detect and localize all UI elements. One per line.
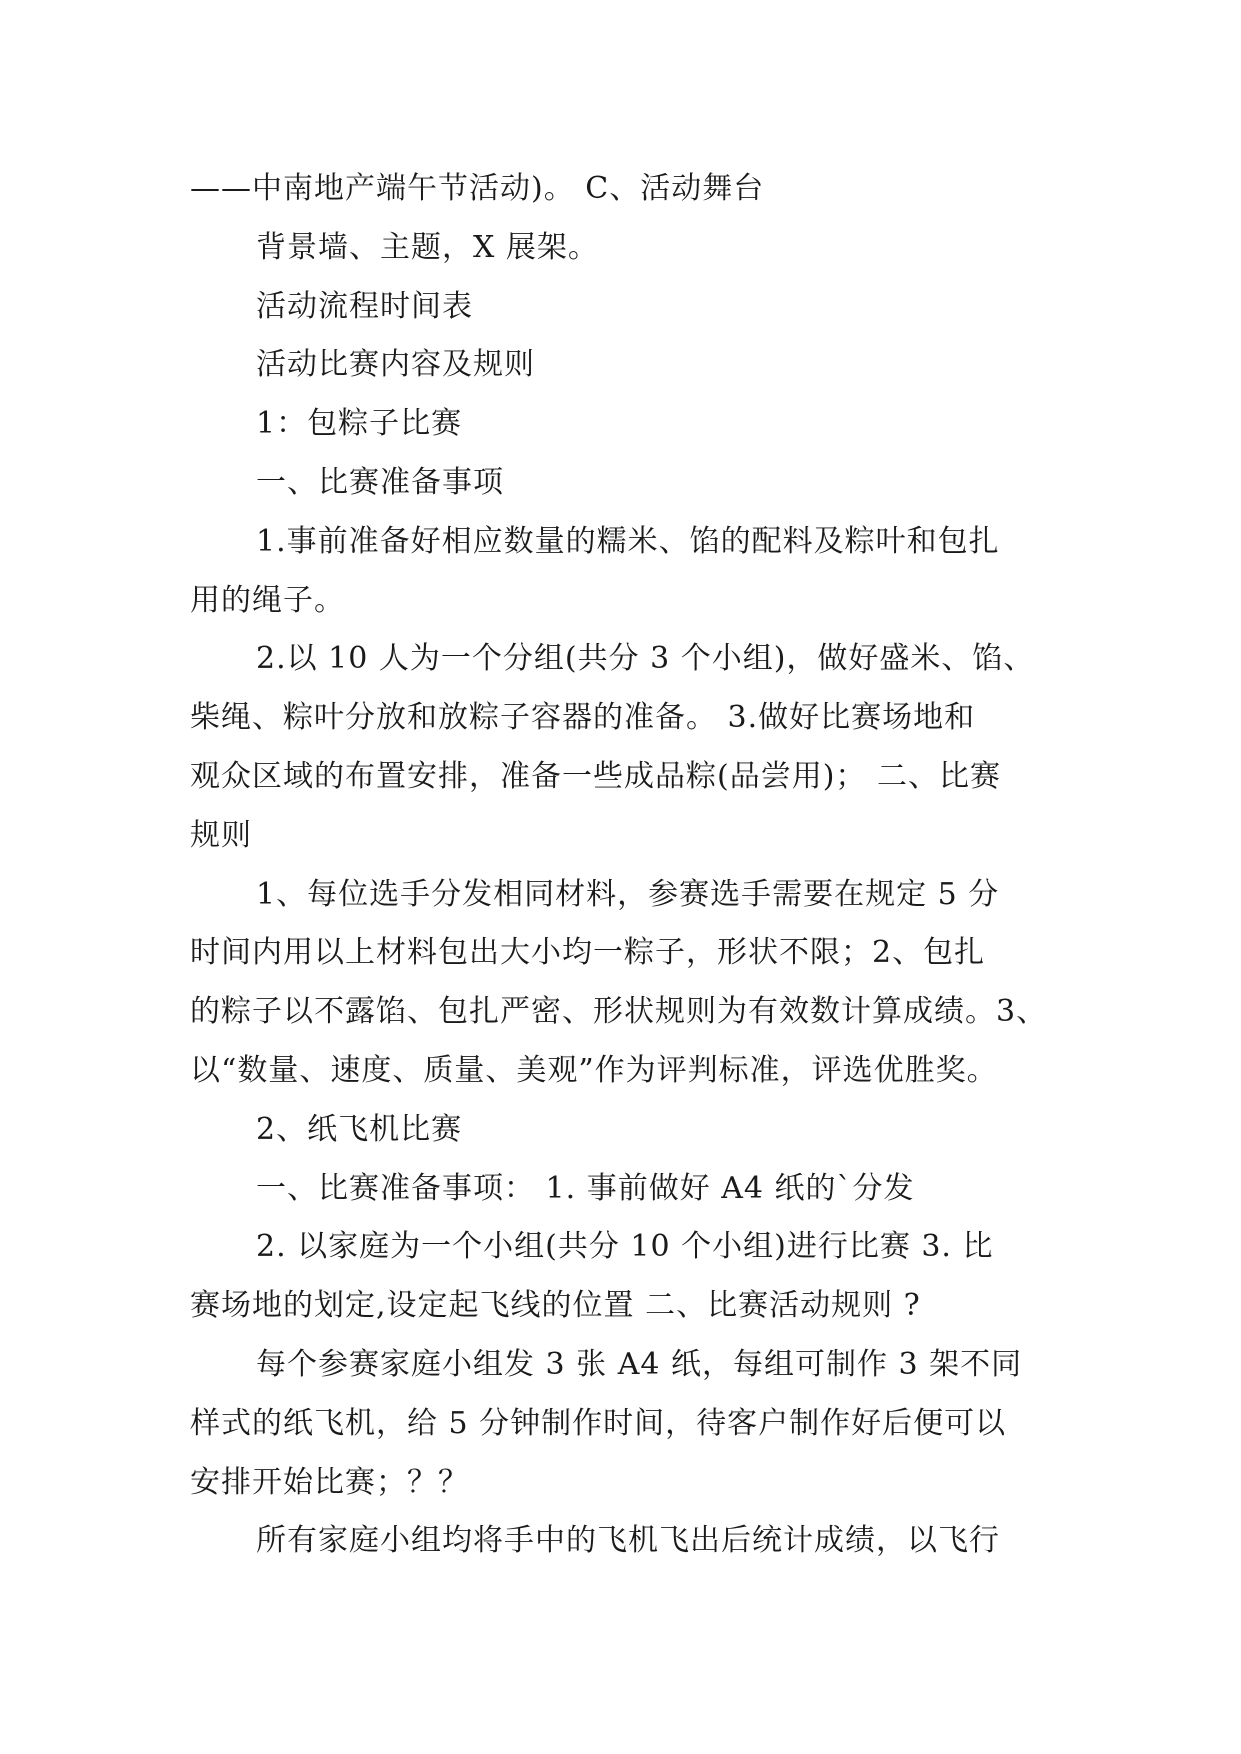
text-line: 时间内用以上材料包出大小均一粽子，形状不限；2、包扎 bbox=[190, 935, 986, 971]
text-line: 安排开始比赛；？？ bbox=[190, 1464, 469, 1500]
text-line: 规则 bbox=[190, 817, 252, 853]
text-line: 活动流程时间表 bbox=[256, 288, 473, 324]
text-line: 所有家庭小组均将手中的飞机飞出后统计成绩，以飞行 bbox=[256, 1523, 1000, 1559]
text-line: 背景墙、主题，X 展架。 bbox=[256, 229, 599, 265]
text-line: 活动比赛内容及规则 bbox=[256, 347, 535, 383]
text-line: 以“数量、速度、质量、美观”作为评判标准，评选优胜奖。 bbox=[190, 1052, 998, 1088]
text-line: 的粽子以不露馅、包扎严密、形状规则为有效数计算成绩。3、 bbox=[190, 994, 1048, 1030]
text-line: 2.以 10 人为一个分组(共分 3 个小组)，做好盛米、馅、 bbox=[256, 641, 1035, 677]
text-line: 1、每位选手分发相同材料，参赛选手需要在规定 5 分 bbox=[256, 876, 1000, 912]
text-line: 2. 以家庭为一个小组(共分 10 个小组)进行比赛 3. 比 bbox=[256, 1229, 994, 1265]
text-line: 1.事前准备好相应数量的糯米、馅的配料及粽叶和包扎 bbox=[256, 523, 1000, 559]
text-line: 柴绳、粽叶分放和放粽子容器的准备。 3.做好比赛场地和 bbox=[190, 700, 976, 736]
document-body bbox=[190, 160, 1070, 1571]
text-line: 一、比赛准备事项： 1. 事前做好 A4 纸的`分发 bbox=[256, 1170, 915, 1206]
text-line: 样式的纸飞机，给 5 分钟制作时间，待客户制作好后便可以 bbox=[190, 1405, 1007, 1441]
text-line: 一、比赛准备事项 bbox=[256, 464, 504, 500]
text-line: 2、纸飞机比赛 bbox=[256, 1111, 463, 1147]
text-line: 赛场地的划定,设定起飞线的位置 二、比赛活动规则 ? bbox=[190, 1288, 921, 1324]
text-line: 观众区域的布置安排，准备一些成品粽(品尝用)； 二、比赛 bbox=[190, 758, 1001, 794]
text-line: 用的绳子。 bbox=[190, 582, 345, 618]
text-line: 1：包粽子比赛 bbox=[256, 406, 463, 442]
text-line: 每个参赛家庭小组发 3 张 A4 纸，每组可制作 3 架不同 bbox=[256, 1346, 1023, 1382]
text-line: ——中南地产端午节活动)。 C、活动舞台 bbox=[190, 171, 765, 206]
